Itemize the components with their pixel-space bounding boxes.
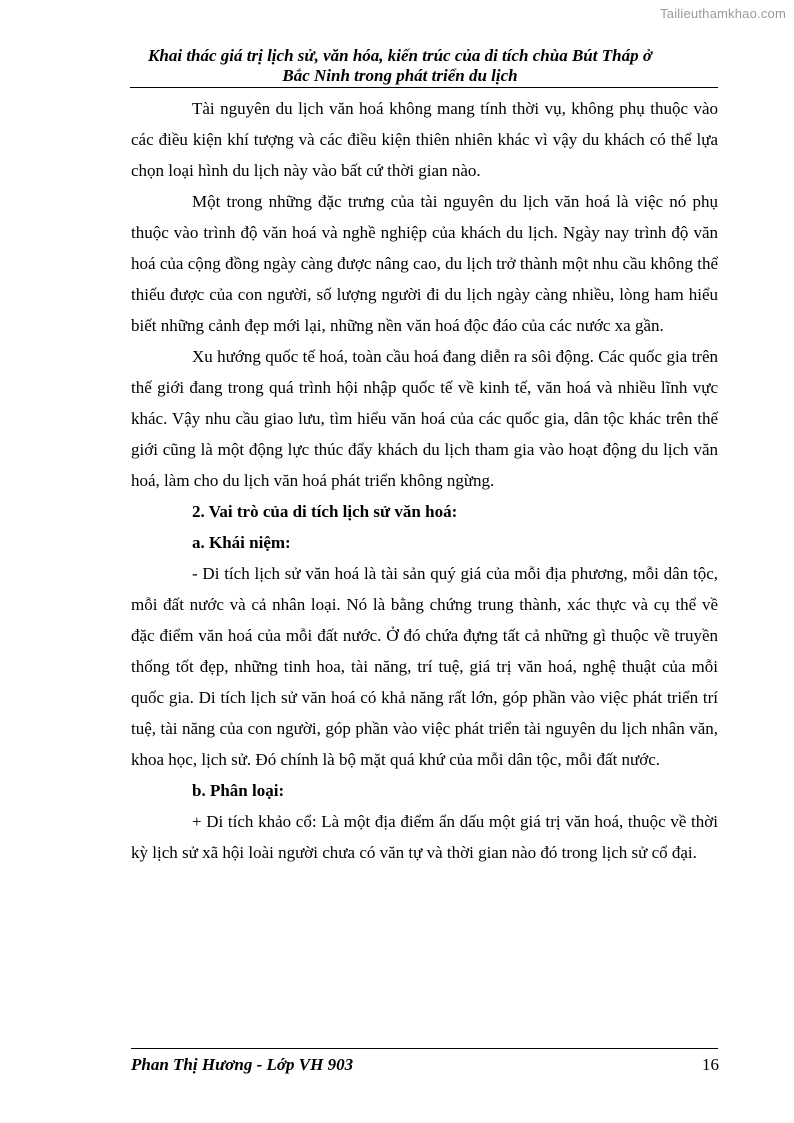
footer-author: Phan Thị Hương - Lớp VH 903 — [131, 1055, 354, 1074]
header-rule — [130, 87, 718, 88]
paragraph-3: Xu hướng quốc tế hoá, toàn cầu hoá đang diễn ra sôi động. Các quốc gia trên thế giới đang trong quá trình hội nhập quốc tế về kinh tế, văn hoá và nhiều lĩnh vực khác. Vậy nhu cầu giao lưu, tìm hiểu văn hoá của các quốc gia, dân tộc khác trên thế giới cũng là một động lực thúc đẩy khách du lịch tham gia vào hoạt động du lịch văn hoá, làm cho du lịch văn hoá phát triển không ngừng. — [131, 347, 718, 490]
running-header — [120, 46, 680, 86]
watermark: Tailieuthamkhao.com — [660, 6, 786, 21]
section-heading: 2. Vai trò của di tích lịch sử văn hoá: — [192, 502, 458, 521]
page-number: 16 — [702, 1055, 719, 1074]
header-line-1: Khai thác giá trị lịch sử, văn hóa, kiến trúc của di tích chùa Bút Tháp ở — [148, 46, 652, 65]
footer-rule — [131, 1048, 718, 1049]
paragraph-5: + Di tích khảo cổ: Là một địa điểm ẩn dấu một giá trị văn hoá, thuộc về thời kỳ lịch sử xã hội loài người chưa có văn tự và thời gian nào đó trong lịch sử cổ đại. — [131, 812, 718, 862]
subheading-a: a. Khái niệm: — [192, 533, 291, 552]
paragraph-2: Một trong những đặc trưng của tài nguyên du lịch văn hoá là việc nó phụ thuộc vào trình độ văn hoá và nghề nghiệp của khách du lịch. Ngày nay trình độ văn hoá của cộng đồng ngày càng được nâng cao, du lịch trở thành một nhu cầu không thể thiếu được của con người, số lượng người đi du lịch ngày càng nhiều, lòng ham hiểu biết những cảnh đẹp mới lại, những nền văn hoá độc đáo của các nước xa gần. — [131, 192, 718, 335]
paragraph-4: - Di tích lịch sử văn hoá là tài sản quý giá của mỗi địa phương, mỗi dân tộc, mỗi đất nước và cả nhân loại. Nó là bằng chứng trung thành, xác thực và cụ thể về đặc điểm văn hoá của mỗi đất nước. Ở đó chứa đựng tất cả những gì thuộc về truyền thống tốt đẹp, những tinh hoa, tài năng, trí tuệ, giá trị văn hoá, nghệ thuật của mỗi quốc gia. Di tích lịch sử văn hoá có khả năng rất lớn, góp phần vào việc phát triển trí tuệ, tài năng của con người, góp phần vào việc phát triển tài nguyên du lịch nhân văn, khoa học, lịch sử. Đó chính là bộ mặt quá khứ của mỗi dân tộc, mỗi đất nước. — [131, 564, 718, 769]
page-body — [131, 93, 718, 868]
paragraph-1: Tài nguyên du lịch văn hoá không mang tính thời vụ, không phụ thuộc vào các điều kiện khí tượng và các điều kiện thiên nhiên khác vì vậy du khách có thể lựa chọn loại hình du lịch này vào bất cứ thời gian nào. — [131, 99, 718, 180]
header-line-2: Bắc Ninh trong phát triển du lịch — [282, 66, 518, 85]
subheading-b: b. Phân loại: — [192, 781, 285, 800]
